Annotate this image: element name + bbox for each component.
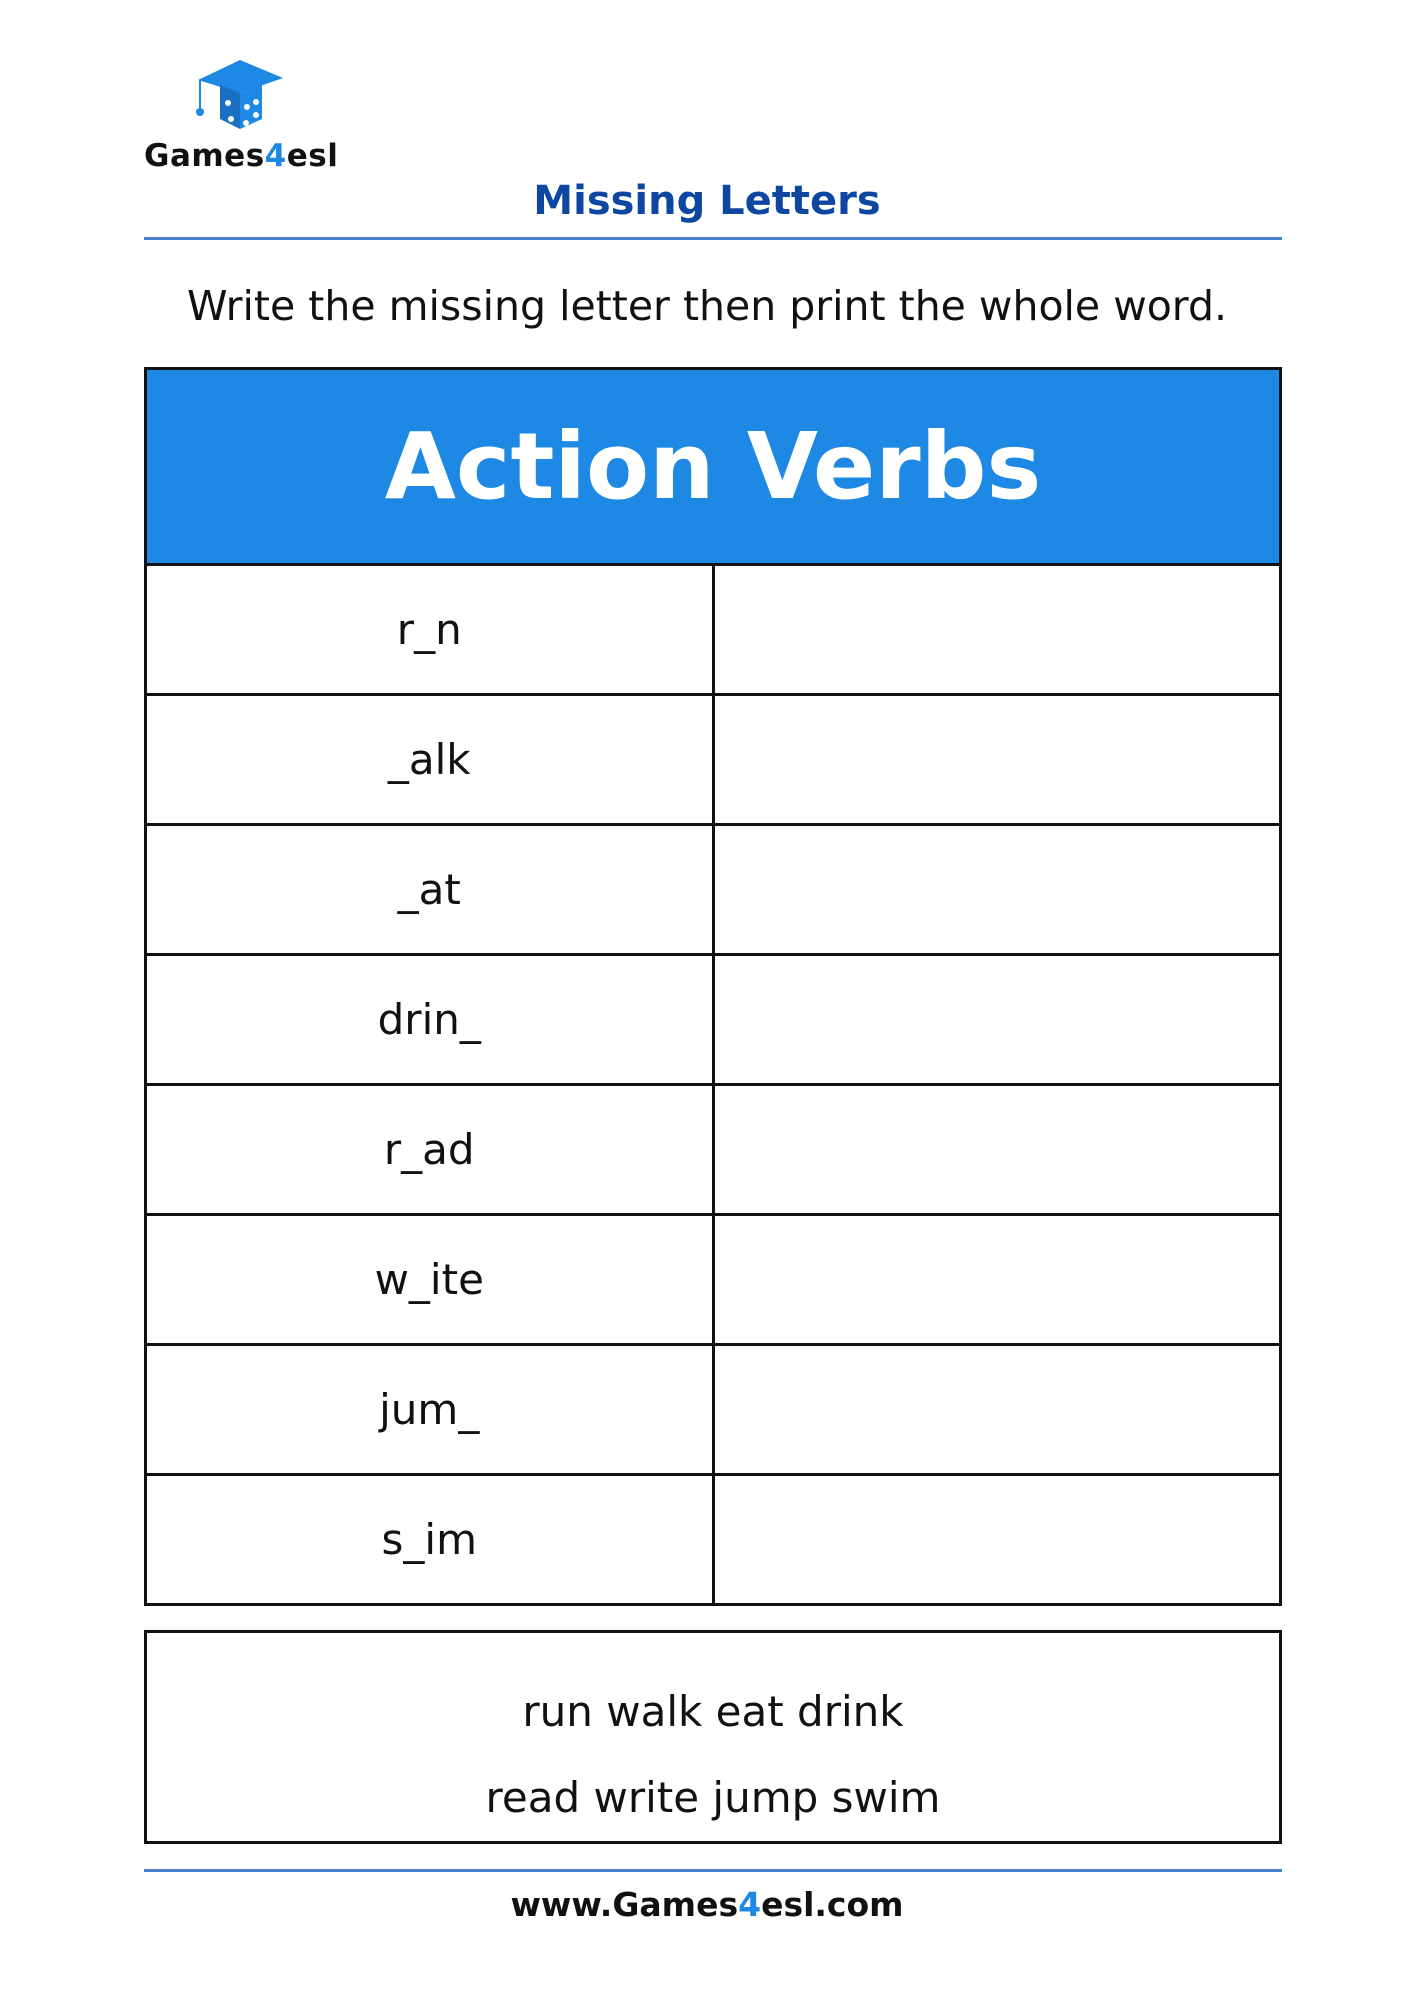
table-row <box>146 1475 1281 1605</box>
footer-url <box>0 1885 1414 1924</box>
top-divider <box>144 237 1282 240</box>
footer-post: esl.com <box>761 1885 904 1924</box>
answer-cell[interactable] <box>713 565 1281 695</box>
bottom-divider <box>144 1869 1282 1872</box>
answer-cell[interactable] <box>713 1215 1281 1345</box>
missing-letter-word: w_ite <box>146 1215 714 1345</box>
brand-logo-text <box>144 138 338 174</box>
answer-cell[interactable] <box>713 1475 1281 1605</box>
table-row <box>146 695 1281 825</box>
word-bank <box>144 1630 1282 1844</box>
brand-four: 4 <box>264 138 287 174</box>
brand-post: esl <box>286 138 339 174</box>
footer-pre: www.Games <box>510 1885 739 1924</box>
answer-cell[interactable] <box>713 1085 1281 1215</box>
graduation-dice-logo-icon <box>190 55 290 135</box>
word-bank-line-1: run walk eat drink <box>522 1687 904 1736</box>
worksheet-table <box>144 367 1282 1606</box>
table-row <box>146 1215 1281 1345</box>
table-row <box>146 825 1281 955</box>
footer-four: 4 <box>738 1885 762 1924</box>
missing-letter-word: r_n <box>146 565 714 695</box>
missing-letter-word: _alk <box>146 695 714 825</box>
table-header: Action Verbs <box>146 369 1281 565</box>
answer-cell[interactable] <box>713 955 1281 1085</box>
answer-cell[interactable] <box>713 695 1281 825</box>
instructions: Write the missing letter then print the whole word. <box>186 282 1227 330</box>
table-row <box>146 955 1281 1085</box>
word-bank-line-2: read write jump swim <box>485 1773 941 1822</box>
page-title: Missing Letters <box>533 178 881 224</box>
missing-letter-word: _at <box>146 825 714 955</box>
missing-letter-word: s_im <box>146 1475 714 1605</box>
missing-letter-word: drin_ <box>146 955 714 1085</box>
table-row <box>146 1085 1281 1215</box>
missing-letter-word: r_ad <box>146 1085 714 1215</box>
missing-letter-word: jum_ <box>146 1345 714 1475</box>
table-row <box>146 565 1281 695</box>
answer-cell[interactable] <box>713 825 1281 955</box>
table-row <box>146 1345 1281 1475</box>
answer-cell[interactable] <box>713 1345 1281 1475</box>
brand-pre: Games <box>144 138 265 174</box>
